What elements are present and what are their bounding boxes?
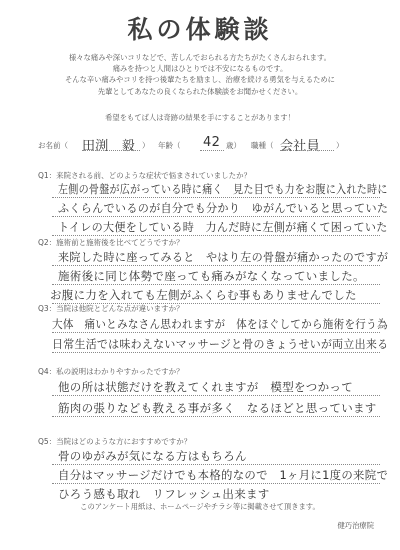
answer-1-line-1: 左側の骨盤が広がっている時に痛く 見た目でも力をお腹に入れた時に	[58, 182, 388, 196]
age-unit: 歳）	[226, 141, 241, 150]
ruled-line	[52, 284, 380, 285]
ruled-line	[52, 235, 380, 236]
name-label: お名前（	[38, 141, 68, 150]
job-close: ）	[336, 141, 344, 150]
ruled-line	[52, 483, 380, 484]
job-underline	[280, 150, 334, 151]
hope-message: 希望をもてば人は奇跡の結果を手にすることがあります！	[105, 113, 295, 122]
ruled-line	[52, 416, 380, 417]
question-1: Q1：来院される前、どのような症状で悩まされていましたか？	[38, 171, 252, 180]
footer-note: このアンケート用紙は、ホームページやチラシ等に掲載させて頂きます。	[80, 502, 320, 511]
question-2: Q2：施術前と施術後を比べてどうですか？	[38, 238, 184, 247]
question-3: Q3：当院は他院とどんな点が違いますか？	[38, 304, 184, 313]
answer-4-line-1: 他の所は状態だけを教えてくれますが 模型をつかって	[58, 380, 353, 394]
question-5: Q5：当院はどのような方におすすめですか？	[38, 437, 192, 446]
intro-line: 痛みを持つと人間はひとりでは不安になるものです。	[112, 64, 288, 74]
age-label: 年齢（	[158, 141, 181, 150]
ruled-line	[52, 216, 380, 217]
answer-3-line-1: 大体 痛いとみなさん思われますが 体をほぐしてから施術を行う為	[52, 317, 388, 331]
intro-line: 様々な痛みや深いコリなどで、苦しんでおられる方たちがたくさんおられます。	[69, 53, 331, 62]
ruled-line	[52, 352, 380, 353]
answer-2-line-1: 来院した時に座ってみると やはり左の骨盤が痛かったのですが	[58, 250, 389, 264]
ruled-line	[52, 197, 380, 198]
job-label: 職種（	[251, 141, 274, 150]
ruled-line	[52, 265, 380, 266]
name-underline	[82, 150, 140, 151]
page-title: 私の体験談	[127, 15, 273, 44]
question-4: Q4：私の説明はわかりやすかったですか？	[38, 367, 184, 376]
answer-2-line-3: お腹に力を入れても左側がふくらむ事もありませんでした	[50, 288, 357, 302]
job-value: 会社員	[280, 139, 320, 154]
answer-1-line-2: ふくらんでいるのが自分でも分かり ゆがんでいると思っていた	[58, 201, 389, 215]
ruled-line	[52, 395, 380, 396]
name-value: 田渕 毅	[82, 139, 136, 154]
intro-line: そんな辛い痛みやコリを持つ後輩たちを励まし、治療を続ける勇気を与えるために	[65, 75, 335, 85]
ruled-line	[52, 332, 380, 333]
answer-1-line-3: トイレの大便をしている時 力んだ時に左側が痛くて困っていた	[58, 220, 388, 234]
answer-4-line-2: 筋肉の張りなども教える事が多く なるほどと思っています	[58, 401, 377, 415]
ruled-line	[52, 464, 380, 465]
answer-3-line-2: 日常生活では味わえないマッサージと骨のきょうせいが両立出来る	[52, 337, 389, 351]
answer-5-line-3: ひろう感も取れ リフレッシュ出来ます	[58, 487, 270, 501]
intro-text	[0, 52, 400, 97]
answer-5-line-2: 自分はマッサージだけでも本格的なので 1ヶ月に1度の来院で	[58, 468, 389, 482]
clinic-name: 健巧治療院	[337, 521, 374, 530]
intro-line: 先輩としてあなたの良くなられた体験談をお聞かせください。	[97, 86, 303, 96]
name-close: ）	[142, 141, 150, 150]
answer-2-line-2: 施術後に同じ体勢で座っても痛みがなくなっていました。	[58, 269, 365, 283]
age-value: 42	[203, 135, 221, 150]
answer-5-line-1: 骨のゆがみが気になる方はもちろん	[58, 449, 247, 463]
age-underline	[200, 150, 224, 151]
